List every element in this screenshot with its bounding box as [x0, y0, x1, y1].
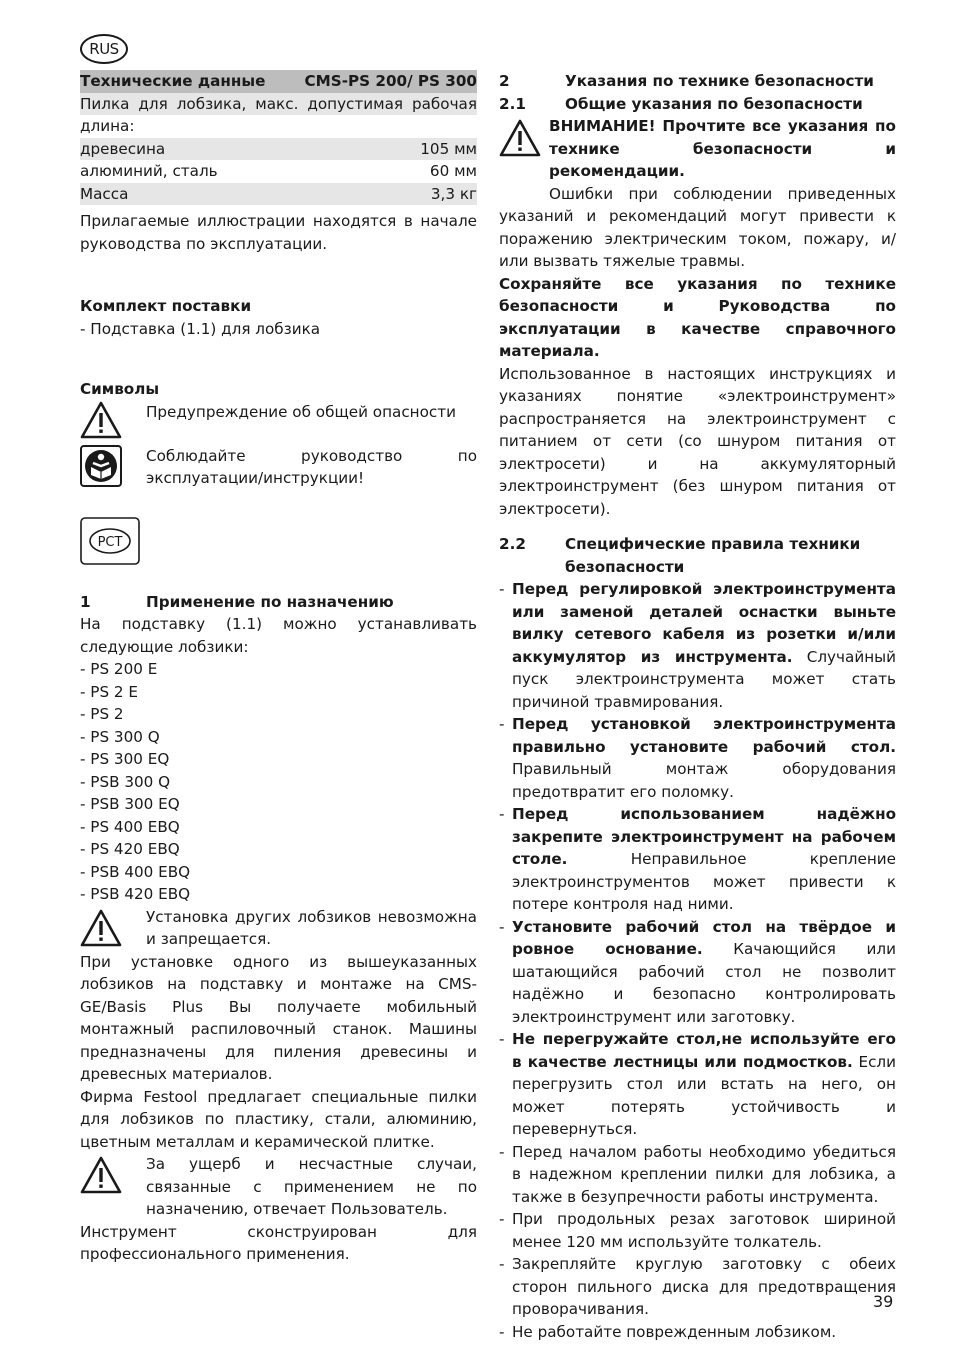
page-number: 39 [873, 1292, 894, 1311]
warning-triangle-icon [80, 909, 122, 947]
list-item: - Перед началом работы необходимо убедиться в надежном креплении пилки для лобзика, а также в безупречности работы инструмента. [499, 1141, 896, 1209]
section-2-1-title: Общие указания по безопасности [565, 94, 863, 113]
section-2-number: 2 [499, 72, 510, 90]
warning-triangle-icon [80, 1156, 122, 1194]
language-badge: RUS [80, 34, 128, 64]
list-item: - PSB 400 EBQ [80, 862, 191, 881]
section-2-2-heading [499, 533, 896, 578]
tech-row-value: 105 мм [420, 139, 477, 158]
illustrations-note: Прилагаемые иллюстрации находятся в начале руководства по эксплуатации. [80, 212, 477, 253]
attention-body: Ошибки при соблюдении приведенных указаний и рекомендаций могут привести к поражению электрическим током, пожару, и/или вызвать тяжелые травмы. [499, 184, 896, 270]
power-tool-definition: Использованное в настоящих инструкциях и указаниях понятие «электроинструмент» распространяется на электроинструмент с питанием от сети (со шнуром питания от электросети) и на аккумуляторный электроинструмент (без шнуром питания от электросети). [499, 364, 896, 518]
safety-rules-list [499, 578, 896, 1343]
list-item: - PS 300 EQ [80, 750, 170, 768]
list-item: - Установите рабочий стол на твёрдое и ровное основание. Качающийся или шатающийся рабочий стол не позволит надёжно и безопасно контролировать электроинструмент или заготовку. [499, 916, 896, 1029]
list-item: - При продольных резах заготовок шириной менее 120 мм используйте толкатель. [499, 1208, 896, 1253]
warning-liability-text: За ущерб и несчастные случаи, связанные с применением не по назначению, отвечает Пользователь. [146, 1155, 477, 1218]
left-column [80, 70, 477, 1266]
list-item: - Закрепляйте круглую заготовку с обеих сторон пильного диска для предотвращения проворачивания. [499, 1253, 896, 1321]
list-item: - PSB 300 EQ [80, 795, 180, 813]
section-2-heading [499, 70, 896, 93]
list-item: - Не перегружайте стол,не используйте его в качестве лестницы или подмостков. Если перегрузить стол или встать на него, он может потерять устойчивость и перевернуться. [499, 1028, 896, 1141]
jigsaw-model-list [80, 658, 477, 906]
keep-instructions: Сохраняйте все указания по технике безопасности и Руководства по эксплуатации в качестве справочного материала. [499, 274, 896, 360]
section-1-intro: На подставку (1.1) можно устанавливать следующие лобзики: [80, 615, 477, 656]
section-2-2-title: Специфические правила техники безопасности [565, 535, 861, 576]
tech-row [80, 115, 477, 138]
delivery-title: Комплект поставки [80, 297, 252, 315]
tech-row-label: древесина [80, 139, 166, 158]
symbol-manual-text: Соблюдайте руководство по эксплуатации/инструкции! [146, 446, 477, 487]
tech-row [80, 93, 477, 116]
list-item: - PS 2 [80, 705, 124, 723]
delivery-item: - Подставка (1.1) для лобзика [80, 319, 321, 338]
tech-table-header [80, 70, 477, 93]
list-item: - Не работайте поврежденным лобзиком. [499, 1321, 896, 1344]
rst-mark-text: РСТ [97, 534, 123, 550]
warning-triangle-icon [80, 401, 122, 439]
right-column [499, 70, 896, 1343]
tech-row [80, 160, 477, 183]
section-1-heading [80, 591, 477, 614]
list-item: - PS 400 EBQ [80, 817, 180, 836]
attention-text: ВНИМАНИЕ! Прочтите все указания по технике безопасности и рекомендации. [549, 117, 896, 180]
tech-row [80, 138, 477, 161]
warning-other-jigsaws [80, 906, 477, 951]
read-manual-icon [80, 445, 122, 487]
symbol-cert [80, 513, 477, 589]
section-1-para-2: Фирма Festool предлагает специальные пилки для лобзиков по пластику, стали, алюминию, цветным металлам и керамической плитке. [80, 1087, 477, 1151]
tech-row-value: 3,3 кг [430, 184, 477, 203]
list-item: - PS 300 Q [80, 727, 160, 746]
list-item: - PS 420 EBQ [80, 840, 180, 858]
list-item: - PS 200 E [80, 660, 158, 678]
warning-liability [80, 1153, 477, 1221]
section-1-para-1: При установке одного из вышеуказанных лобзиков на подставку и монтаже на CMS-GE/Basis Plus Вы получаете мобильный монтажный распиловочный станок. Машины предназначены для пиления древесины и древесных материалов. [80, 952, 477, 1083]
list-item: - Перед регулировкой электроинструмента или заменой деталей оснастки выньте вилку сетевого кабеля из розетки и/или аккумулятор из инструмента. Случайный пуск электроинструмента может стать причиной травмирования. [499, 578, 896, 713]
symbols-title: Символы [80, 380, 160, 398]
tech-row-label: алюминий, сталь [80, 162, 218, 180]
tech-row-value: 60 мм [429, 162, 477, 180]
list-item: - PSB 300 Q [80, 772, 171, 791]
section-1-number: 1 [80, 592, 91, 611]
list-item: - Перед использованием надёжно закрепите электроинструмент на рабочем столе. Неправильное крепление электроинструментов может привести к потере контроля над ними. [499, 803, 896, 916]
tech-header-left: Технические данные [80, 72, 266, 90]
section-1-para-3: Инструмент сконструирован для профессионального применения. [80, 1222, 477, 1263]
symbol-manual [80, 445, 477, 513]
list-item: - Перед установкой электроинструмента правильно установите рабочий стол. Правильный монтаж оборудования предотвратит его поломку. [499, 713, 896, 803]
attention-block [499, 115, 896, 183]
section-2-1-heading [499, 93, 896, 116]
list-item: - PSB 420 EBQ [80, 885, 191, 903]
list-item: - PS 2 E [80, 682, 139, 701]
section-2-1-number: 2.1 [499, 94, 526, 113]
warning-other-jigsaws-text: Установка других лобзиков невозможна и запрещается. [146, 907, 477, 948]
section-1-title: Применение по назначению [146, 592, 394, 611]
tech-row-label: Пилка для лобзика, макс. допустимая рабочая [80, 94, 477, 113]
warning-triangle-icon [499, 119, 541, 157]
symbol-warning [80, 401, 477, 445]
symbol-warning-text: Предупреждение об общей опасности [146, 402, 456, 421]
section-2-title: Указания по технике безопасности [565, 72, 874, 90]
tech-row-label: длина: [80, 117, 135, 135]
tech-header-right: CMS-PS 200/ PS 300 [304, 72, 477, 90]
tech-row-label: Масса [80, 184, 129, 203]
rst-certification-icon [80, 517, 140, 565]
section-2-2-number: 2.2 [499, 535, 526, 553]
tech-row [80, 183, 477, 206]
